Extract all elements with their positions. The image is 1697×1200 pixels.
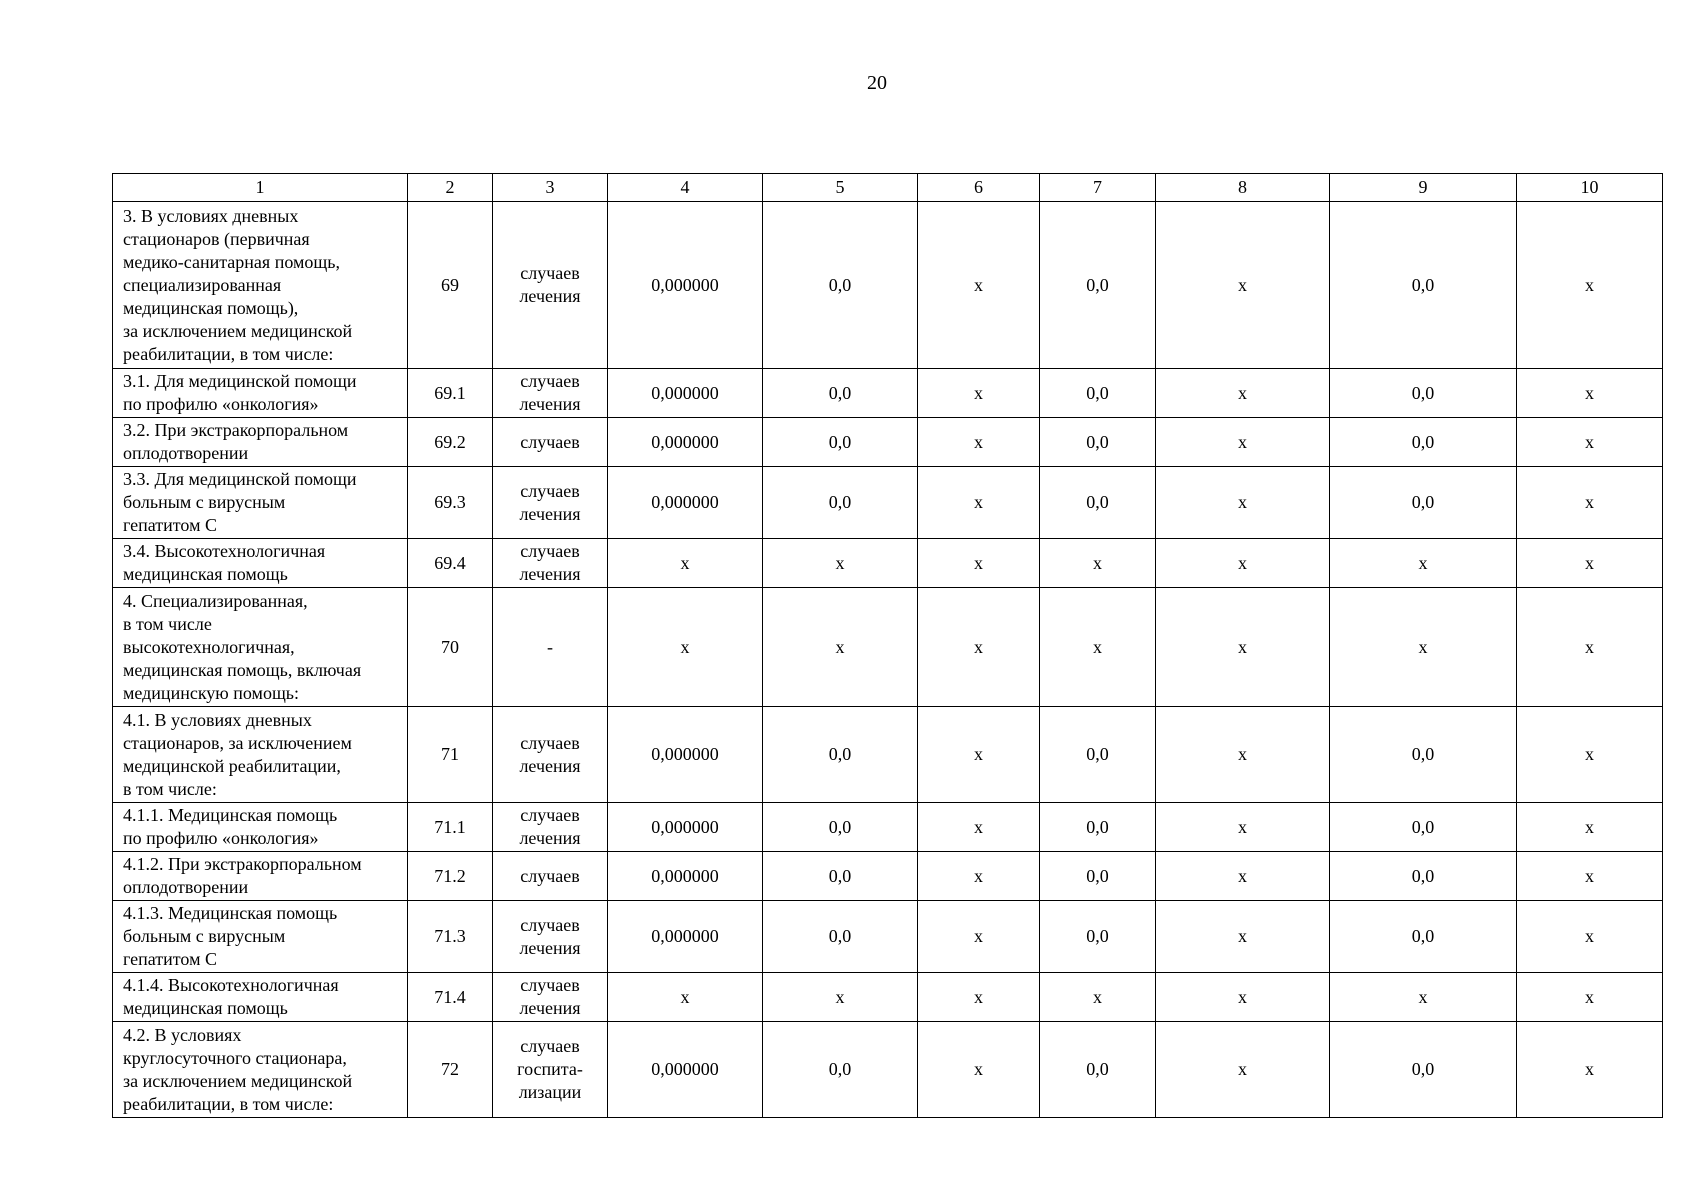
- value-cell-8: х: [1156, 369, 1330, 418]
- row-name-cell: [113, 539, 408, 588]
- row-name-cell: [113, 369, 408, 418]
- value-cell-5: 0,0: [763, 707, 918, 803]
- row-name-cell-line: реабилитации, в том числе:: [123, 343, 334, 364]
- row-name-cell-line: 3.3. Для медицинской помощи: [123, 469, 357, 489]
- value-cell-10: х: [1517, 973, 1663, 1022]
- value-cell-6: х: [918, 588, 1040, 707]
- table-row: [113, 202, 1663, 369]
- value-cell-7: 0,0: [1040, 901, 1156, 973]
- row-name-cell: [113, 588, 408, 707]
- column-header: 10: [1517, 174, 1663, 202]
- row-code-cell: 69.1: [408, 369, 493, 418]
- column-header: 9: [1330, 174, 1517, 202]
- value-cell-8: х: [1156, 588, 1330, 707]
- value-cell-5: х: [763, 588, 918, 707]
- value-cell-8: х: [1156, 852, 1330, 901]
- value-cell-5: х: [763, 539, 918, 588]
- row-name-cell-line: стационаров (первичная: [123, 228, 310, 249]
- value-cell-6: х: [918, 467, 1040, 539]
- row-name-cell: [113, 707, 408, 803]
- column-header: 5: [763, 174, 918, 202]
- unit-cell-line: -: [547, 636, 553, 657]
- value-cell-7: 0,0: [1040, 202, 1156, 369]
- row-name-cell-line: за исключением медицинской: [123, 320, 353, 341]
- unit-cell-line: случаев: [520, 263, 580, 283]
- unit-cell-line: лечения: [519, 503, 581, 524]
- value-cell-5: х: [763, 973, 918, 1022]
- row-name-cell: [113, 418, 408, 467]
- value-cell-10: х: [1517, 418, 1663, 467]
- value-cell-7: х: [1040, 973, 1156, 1022]
- value-cell-5: 0,0: [763, 467, 918, 539]
- value-cell-7: 0,0: [1040, 467, 1156, 539]
- value-cell-10: х: [1517, 803, 1663, 852]
- table-row: [113, 901, 1663, 973]
- value-cell-7: 0,0: [1040, 369, 1156, 418]
- value-cell-7: х: [1040, 588, 1156, 707]
- value-cell-4: 0,000000: [608, 901, 763, 973]
- value-cell-7: 0,0: [1040, 707, 1156, 803]
- value-cell-8: х: [1156, 418, 1330, 467]
- value-cell-10: х: [1517, 588, 1663, 707]
- row-name-cell-line: оплодотворении: [123, 877, 249, 897]
- unit-cell: [493, 369, 608, 418]
- unit-cell-line: лечения: [519, 394, 581, 414]
- row-code-cell: 70: [408, 588, 493, 707]
- column-header: 3: [493, 174, 608, 202]
- row-name-cell-line: медицинская помощь: [123, 564, 288, 584]
- column-header: 8: [1156, 174, 1330, 202]
- row-code-cell: 71.4: [408, 973, 493, 1022]
- row-name-cell-line: медико-санитарная помощь,: [123, 251, 340, 272]
- table-row: [113, 467, 1663, 539]
- value-cell-8: х: [1156, 539, 1330, 588]
- column-header: 4: [608, 174, 763, 202]
- row-name-cell: [113, 803, 408, 852]
- row-name-cell: [113, 467, 408, 539]
- row-code-cell: 71: [408, 707, 493, 803]
- row-name-cell: [113, 901, 408, 973]
- unit-cell: [493, 467, 608, 539]
- value-cell-4: х: [608, 588, 763, 707]
- table-body: [113, 202, 1663, 1118]
- row-name-cell-line: в том числе: [123, 613, 212, 634]
- value-cell-7: х: [1040, 539, 1156, 588]
- value-cell-6: х: [918, 539, 1040, 588]
- value-cell-4: х: [608, 539, 763, 588]
- value-cell-7: 0,0: [1040, 852, 1156, 901]
- row-name-cell-line: круглосуточного стационара,: [123, 1047, 347, 1068]
- value-cell-9: 0,0: [1330, 852, 1517, 901]
- header-row: [113, 174, 1663, 202]
- value-cell-7: 0,0: [1040, 418, 1156, 467]
- value-cell-5: 0,0: [763, 852, 918, 901]
- value-cell-6: х: [918, 202, 1040, 369]
- unit-cell: [493, 202, 608, 369]
- row-name-cell-line: оплодотворении: [123, 443, 249, 463]
- unit-cell: [493, 418, 608, 467]
- unit-cell: [493, 852, 608, 901]
- table-row: [113, 707, 1663, 803]
- value-cell-8: х: [1156, 973, 1330, 1022]
- row-code-cell: 72: [408, 1022, 493, 1118]
- page-number: 20: [867, 72, 887, 94]
- table-row: [113, 418, 1663, 467]
- unit-cell-line: госпита-: [517, 1059, 583, 1079]
- value-cell-8: х: [1156, 467, 1330, 539]
- row-name-cell-line: больным с вирусным: [123, 926, 286, 946]
- table-row: [113, 973, 1663, 1022]
- unit-cell-line: случаев: [520, 371, 580, 391]
- value-cell-5: 0,0: [763, 418, 918, 467]
- value-cell-8: х: [1156, 202, 1330, 369]
- value-cell-6: х: [918, 418, 1040, 467]
- row-name-cell-line: 3. В условиях дневных: [123, 205, 299, 226]
- row-name-cell: [113, 973, 408, 1022]
- row-name-cell: [113, 202, 408, 369]
- value-cell-10: х: [1517, 1022, 1663, 1118]
- unit-cell-line: лечения: [519, 564, 581, 584]
- column-header: 1: [113, 174, 408, 202]
- value-cell-5: 0,0: [763, 803, 918, 852]
- value-cell-4: 0,000000: [608, 418, 763, 467]
- unit-cell-line: случаев: [520, 805, 580, 825]
- row-name-cell-line: в том числе:: [123, 778, 217, 799]
- table-row: [113, 852, 1663, 901]
- value-cell-9: 0,0: [1330, 467, 1517, 539]
- value-cell-8: х: [1156, 1022, 1330, 1118]
- row-name-cell-line: больным с вирусным: [123, 492, 286, 512]
- unit-cell-line: лечения: [519, 828, 581, 848]
- unit-cell-line: случаев: [520, 480, 580, 501]
- unit-cell: [493, 973, 608, 1022]
- value-cell-10: х: [1517, 539, 1663, 588]
- unit-cell: [493, 588, 608, 707]
- value-cell-4: х: [608, 973, 763, 1022]
- row-name-cell: [113, 852, 408, 901]
- unit-cell-line: случаев: [520, 431, 580, 452]
- row-name-cell-line: 4.1. В условиях дневных: [123, 709, 312, 730]
- row-name-cell-line: медицинская помощь),: [123, 297, 299, 318]
- value-cell-9: 0,0: [1330, 707, 1517, 803]
- unit-cell-line: лечения: [519, 937, 581, 958]
- value-cell-6: х: [918, 803, 1040, 852]
- row-name-cell-line: по профилю «онкология»: [123, 828, 319, 848]
- value-cell-9: х: [1330, 539, 1517, 588]
- row-name-cell-line: 4.2. В условиях: [123, 1024, 242, 1045]
- row-name-cell-line: медицинскую помощь:: [123, 682, 300, 703]
- row-code-cell: 69.2: [408, 418, 493, 467]
- unit-cell-line: случаев: [520, 975, 580, 995]
- value-cell-6: х: [918, 852, 1040, 901]
- value-cell-4: 0,000000: [608, 202, 763, 369]
- row-name-cell-line: 3.2. При экстракорпоральном: [123, 420, 349, 440]
- value-cell-9: 0,0: [1330, 1022, 1517, 1118]
- value-cell-4: 0,000000: [608, 803, 763, 852]
- value-cell-6: х: [918, 707, 1040, 803]
- value-cell-6: х: [918, 901, 1040, 973]
- row-code-cell: 71.1: [408, 803, 493, 852]
- value-cell-9: х: [1330, 588, 1517, 707]
- row-code-cell: 69: [408, 202, 493, 369]
- value-cell-10: х: [1517, 202, 1663, 369]
- unit-cell-line: лечения: [519, 755, 581, 776]
- unit-cell-line: случаев: [520, 732, 580, 753]
- value-cell-8: х: [1156, 901, 1330, 973]
- value-cell-7: 0,0: [1040, 803, 1156, 852]
- unit-cell: [493, 1022, 608, 1118]
- row-name-cell: [113, 1022, 408, 1118]
- row-code-cell: 71.2: [408, 852, 493, 901]
- column-header: 6: [918, 174, 1040, 202]
- value-cell-4: 0,000000: [608, 1022, 763, 1118]
- row-code-cell: 69.4: [408, 539, 493, 588]
- data-table: [112, 173, 1663, 1118]
- unit-cell-line: случаев: [520, 865, 580, 886]
- row-name-cell-line: 3.4. Высокотехнологичная: [123, 541, 326, 561]
- unit-cell-line: лечения: [519, 286, 581, 306]
- unit-cell-line: лечения: [519, 998, 581, 1018]
- value-cell-9: 0,0: [1330, 901, 1517, 973]
- value-cell-5: 0,0: [763, 202, 918, 369]
- value-cell-5: 0,0: [763, 1022, 918, 1118]
- value-cell-4: 0,000000: [608, 369, 763, 418]
- table-row: [113, 369, 1663, 418]
- value-cell-4: 0,000000: [608, 852, 763, 901]
- unit-cell: [493, 901, 608, 973]
- row-name-cell-line: 4.1.4. Высокотехнологичная: [123, 975, 339, 995]
- value-cell-10: х: [1517, 707, 1663, 803]
- value-cell-9: 0,0: [1330, 369, 1517, 418]
- row-name-cell-line: 4.1.2. При экстракорпоральном: [123, 854, 362, 874]
- unit-cell-line: случаев: [520, 1036, 580, 1056]
- value-cell-9: 0,0: [1330, 418, 1517, 467]
- row-name-cell-line: 4.1.3. Медицинская помощь: [123, 903, 338, 923]
- value-cell-9: х: [1330, 973, 1517, 1022]
- table-row: [113, 1022, 1663, 1118]
- value-cell-10: х: [1517, 467, 1663, 539]
- row-name-cell-line: 3.1. Для медицинской помощи: [123, 371, 357, 391]
- row-name-cell-line: 4.1.1. Медицинская помощь: [123, 805, 338, 825]
- row-name-cell-line: гепатитом С: [123, 949, 217, 969]
- value-cell-10: х: [1517, 369, 1663, 418]
- value-cell-9: 0,0: [1330, 803, 1517, 852]
- value-cell-6: х: [918, 369, 1040, 418]
- unit-cell: [493, 707, 608, 803]
- row-name-cell-line: медицинская помощь: [123, 998, 288, 1018]
- value-cell-6: х: [918, 973, 1040, 1022]
- value-cell-5: 0,0: [763, 369, 918, 418]
- table-row: [113, 588, 1663, 707]
- table-row: [113, 803, 1663, 852]
- value-cell-4: 0,000000: [608, 707, 763, 803]
- unit-cell-line: случаев: [520, 541, 580, 561]
- value-cell-6: х: [918, 1022, 1040, 1118]
- value-cell-4: 0,000000: [608, 467, 763, 539]
- row-name-cell-line: специализированная: [123, 274, 282, 295]
- value-cell-5: 0,0: [763, 901, 918, 973]
- unit-cell: [493, 803, 608, 852]
- row-name-cell-line: медицинской реабилитации,: [123, 755, 341, 776]
- row-code-cell: 71.3: [408, 901, 493, 973]
- data-table-container: [112, 173, 1662, 1118]
- value-cell-8: х: [1156, 707, 1330, 803]
- value-cell-9: 0,0: [1330, 202, 1517, 369]
- row-name-cell-line: стационаров, за исключением: [123, 732, 352, 753]
- row-name-cell-line: за исключением медицинской: [123, 1070, 353, 1091]
- value-cell-8: х: [1156, 803, 1330, 852]
- row-name-cell-line: по профилю «онкология»: [123, 394, 319, 414]
- value-cell-7: 0,0: [1040, 1022, 1156, 1118]
- row-code-cell: 69.3: [408, 467, 493, 539]
- row-name-cell-line: реабилитации, в том числе:: [123, 1093, 334, 1114]
- table-row: [113, 539, 1663, 588]
- column-header: 7: [1040, 174, 1156, 202]
- row-name-cell-line: 4. Специализированная,: [123, 590, 308, 611]
- column-header: 2: [408, 174, 493, 202]
- row-name-cell-line: гепатитом С: [123, 515, 217, 535]
- unit-cell-line: случаев: [520, 914, 580, 935]
- unit-cell-line: лизации: [518, 1082, 582, 1102]
- value-cell-10: х: [1517, 852, 1663, 901]
- unit-cell: [493, 539, 608, 588]
- row-name-cell-line: медицинская помощь, включая: [123, 659, 362, 680]
- value-cell-10: х: [1517, 901, 1663, 973]
- row-name-cell-line: высокотехнологичная,: [123, 636, 295, 657]
